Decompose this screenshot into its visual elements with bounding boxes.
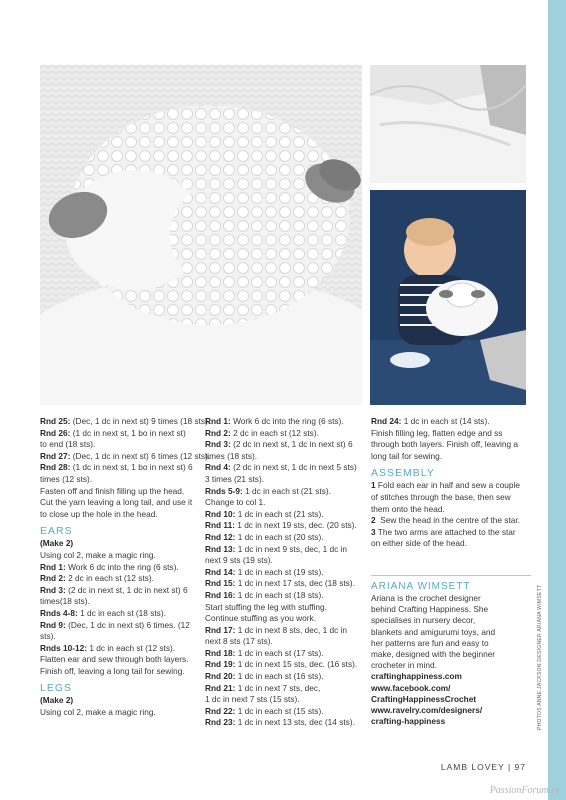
pattern-line: Rnd 16: 1 dc in each st (18 sts). [205, 589, 324, 600]
ears-make-note: (Make 2) [40, 538, 74, 549]
assembly-step: 2 Sew the head in the centre of the star. [371, 515, 520, 526]
pattern-line: Start stuffing the leg with stuffing. [205, 601, 327, 612]
pattern-line: Flatten ear and sew through both layers. [40, 654, 189, 665]
pattern-line: Rnd 28: (1 dc in next st, 1 bo in next st) 6 [40, 462, 193, 473]
lamb-lovey-illustration [40, 65, 362, 405]
page-footer: LAMB LOVEY | 97 [440, 762, 526, 772]
legs-heading: LEGS [40, 682, 73, 695]
assembly-step-label: 3 [371, 526, 376, 537]
pattern-line: Rnd 17: 1 dc in next 8 sts, dec, 1 dc in [205, 624, 348, 635]
pattern-line: Rnd 21: 1 dc in next 7 sts, dec, [205, 682, 321, 693]
pattern-line-label: Rnds 4-8: [40, 607, 78, 618]
pattern-line: Rnd 2: 2 dc in each st (12 sts). [205, 427, 319, 438]
blanket-illustration [370, 65, 526, 183]
assembly-step-label: 1 [371, 480, 376, 491]
assembly-step: 1 Fold each ear in half and sew a couple [371, 480, 520, 491]
pattern-line: Using col 2, make a magic ring. [40, 549, 156, 560]
designer-bio [371, 575, 531, 727]
pattern-line: Rnd 1: Work 6 dc into the ring (6 sts). [40, 561, 179, 572]
pattern-line-label: Rnds 5-9: [205, 485, 243, 496]
assembly-step: on either side of the head. [371, 538, 467, 549]
pattern-line: Finish filling leg, flatten edge and ss [371, 427, 503, 438]
pattern-line-label: Rnd 16: [205, 589, 236, 600]
pattern-column-1 [40, 416, 211, 719]
pattern-line: Change to col 1. [205, 497, 266, 508]
pattern-line: Rnd 23: 1 dc in next 13 sts, dec (14 sts). [205, 717, 355, 728]
pattern-line: Rnds 5-9: 1 dc in each st (21 sts). [205, 485, 331, 496]
assembly-heading: ASSEMBLY [371, 467, 435, 480]
pattern-line-label: Rnd 17: [205, 624, 236, 635]
assembly-steps [371, 480, 531, 550]
pattern-line: next 9 sts (19 sts). [205, 555, 273, 566]
photo-credit [537, 580, 545, 730]
pattern-line-label: Rnd 2: [40, 573, 66, 584]
pattern-line: Rnd 22: 1 dc in each st (15 sts). [205, 705, 324, 716]
bio-link: craftinghappiness.com [371, 671, 462, 682]
pattern-line: Rnd 24: 1 dc in each st (14 sts). [371, 416, 490, 426]
pattern-line-label: Rnd 26: [40, 427, 71, 438]
bio-line: her patterns are fun and easy to [371, 637, 489, 648]
pattern-line: Rnd 3: (2 dc in next st, 1 dc in next st) 6 [40, 584, 188, 595]
bio-line: blankets and amigurumi toys, and [371, 626, 496, 637]
pattern-line: Rnd 2: 2 dc in each st (12 sts). [40, 573, 154, 584]
pattern-line: Rnd 13: 1 dc in next 9 sts, dec, 1 dc in [205, 543, 348, 554]
assembly-step: them onto the head. [371, 503, 445, 514]
pattern-line-label: Rnd 25: [40, 416, 71, 426]
pattern-line: 1 dc in next 7 sts (15 sts). [205, 694, 300, 705]
pattern-line: to end (18 sts). [40, 439, 96, 450]
pattern-line-label: Rnd 15: [205, 578, 236, 589]
pattern-column-3 [371, 416, 531, 550]
pattern-line: sts). [40, 631, 56, 642]
pattern-line-label: Rnd 21: [205, 682, 236, 693]
pattern-line: times (12 sts). [40, 473, 93, 484]
watermark: PassionForum.ru [489, 785, 560, 796]
pattern-line-label: Rnd 9: [40, 619, 66, 630]
pattern-line: Rnd 26: (1 dc in next st, 1 bo in next st) [40, 427, 186, 438]
pattern-line-label: Rnd 3: [205, 439, 231, 450]
assembly-step: 3 The two arms are attached to the star [371, 526, 516, 537]
pattern-column-2 [205, 416, 365, 729]
lamb-lovey-photo [40, 65, 362, 405]
page-edge-band [548, 0, 566, 800]
pattern-line-label: Rnd 24: [371, 416, 402, 426]
pattern-line: Rnd 11: 1 dc in next 19 sts, dec. (20 sts). [205, 520, 357, 531]
pattern-line: Rnd 3: (2 dc in next st, 1 dc in next st) 6 [205, 439, 353, 450]
photo-credit-text: PHOTOS ANNE JACKSON DESIGNER ARIANA WIMSETT [537, 584, 543, 730]
bio-line: Ariana is the crochet designer [371, 593, 481, 603]
pattern-line: Rnd 1: Work 6 dc into the ring (6 sts). [205, 416, 344, 426]
pattern-line: Rnd 4: (2 dc in next st, 1 dc in next 5 sts) [205, 462, 357, 473]
bio-line: specialises in nursery decor, [371, 615, 476, 626]
bio-link: CraftingHappinessCrochet [371, 693, 477, 704]
pattern-line: Using col 2, make a magic ring. [40, 707, 156, 718]
pattern-line: Rnd 12: 1 dc in each st (20 sts). [205, 531, 324, 542]
pattern-line-label: Rnd 28: [40, 462, 71, 473]
ears-rounds [40, 550, 200, 678]
pattern-line: Cut the yarn leaving a long tail, and use it [40, 497, 193, 508]
pattern-line: Continue stuffing as you work. [205, 613, 316, 624]
pattern-line-label: Rnd 18: [205, 647, 236, 658]
bio-link: www.ravelry.com/designers/ [371, 705, 483, 716]
pattern-line: times (18 sts). [205, 450, 258, 461]
pattern-line-label: Rnd 10: [205, 508, 236, 519]
pattern-line: Rnd 18: 1 dc in each st (17 sts). [205, 647, 324, 658]
pattern-line: Finish off, leaving a long tail for sewing. [40, 665, 185, 676]
pattern-line: Rnd 9: (Dec, 1 dc in next st) 6 times. (12 [40, 619, 190, 630]
pattern-line: times(18 sts). [40, 596, 90, 607]
legs-rounds [205, 416, 365, 729]
blanket-detail-photo [370, 65, 526, 183]
pattern-line: Rnd 25: (Dec, 1 dc in next st) 9 times (18 sts). [40, 416, 211, 426]
pattern-line: Rnd 19: 1 dc in next 15 sts, dec. (16 sts). [205, 659, 358, 670]
pattern-line-label: Rnd 14: [205, 566, 236, 577]
bio-link: www.facebook.com/ [371, 682, 451, 693]
pattern-line-label: Rnd 13: [205, 543, 236, 554]
pattern-line: Rnd 10: 1 dc in each st (21 sts). [205, 508, 324, 519]
bio-link: crafting-happiness [371, 716, 446, 727]
assembly-step: of stitches through the base, then sew [371, 491, 511, 502]
pattern-line-label: Rnd 12: [205, 531, 236, 542]
pattern-line: through both layers. Finish off, leaving a [371, 439, 518, 450]
pattern-line: to close up the hole in the head. [40, 508, 158, 519]
pattern-line: Rnds 4-8: 1 dc in each st (18 sts). [40, 607, 166, 618]
pattern-line: Rnd 14: 1 dc in each st (19 sts). [205, 566, 324, 577]
assembly-step-label: 2 [371, 515, 376, 526]
designer-description [371, 593, 531, 671]
pattern-line-label: Rnd 1: [40, 561, 66, 572]
legs-rounds-start [40, 707, 200, 719]
ears-heading: EARS [40, 525, 73, 538]
pattern-line-label: Rnd 22: [205, 705, 236, 716]
pattern-line: Rnd 20: 1 dc in each st (16 sts). [205, 671, 324, 682]
legs-make-note: (Make 2) [40, 695, 74, 706]
baby-illustration [370, 190, 526, 405]
pattern-line: Rnd 15: 1 dc in next 17 sts, dec (18 sts). [205, 578, 355, 589]
pattern-line-label: Rnd 23: [205, 717, 236, 728]
pattern-line: 3 times (21 sts). [205, 473, 265, 484]
pattern-line: Fasten off and finish filling up the head. [40, 485, 185, 496]
pattern-line: next 8 sts (17 sts). [205, 636, 273, 647]
pattern-line-label: Rnd 4: [205, 462, 231, 473]
pattern-line-label: Rnd 1: [205, 416, 231, 426]
pattern-line-label: Rnd 19: [205, 659, 236, 670]
pattern-line: long tail for sewing. [371, 450, 443, 461]
head-rounds [40, 416, 211, 520]
pattern-line-label: Rnd 20: [205, 671, 236, 682]
legs-finish [371, 416, 531, 462]
bio-line: make, designed with the beginner [371, 649, 496, 660]
pattern-line-label: Rnd 2: [205, 427, 231, 438]
designer-links [371, 671, 531, 727]
pattern-line: Rnd 27: (Dec, 1 dc in next st) 6 times (12 sts). [40, 450, 211, 461]
pattern-line-label: Rnd 11: [205, 520, 235, 531]
bio-line: crocheter in mind. [371, 660, 437, 671]
pattern-line-label: Rnd 3: [40, 584, 66, 595]
pattern-line: Rnds 10-12: 1 dc in each st (12 sts). [40, 642, 176, 653]
pattern-line-label: Rnds 10-12: [40, 642, 88, 653]
pattern-line-label: Rnd 27: [40, 450, 71, 461]
bio-line: behind Crafting Happiness. She [371, 604, 489, 615]
designer-name: ARIANA WIMSETT [371, 581, 471, 592]
baby-with-lovey-photo [370, 190, 526, 405]
